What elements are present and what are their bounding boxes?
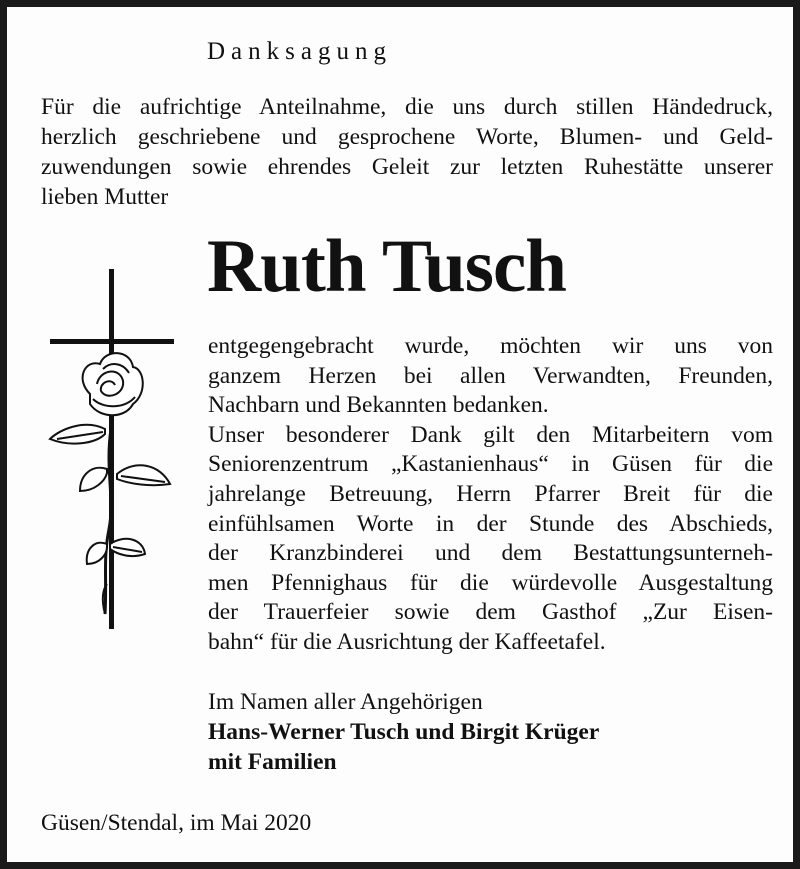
body-line: Unser besonderer Dank gilt den Mitarbeitern vom [208,421,773,448]
intro-line: lieben Mutter [41,184,169,210]
body-line: einfühlsamen Worte in der Stunde des Abschieds, [208,510,773,537]
body-paragraph [208,332,773,658]
closing-block [208,687,599,777]
signatories: Hans-Werner Tusch und Birgit Krüger [208,719,600,745]
cross-rose-illustration [45,269,185,629]
families-line: mit Familien [208,749,337,775]
body-line: bahn“ für die Ausrichtung der Kaffeetafel. [208,628,606,655]
deceased-name: Ruth Tusch [207,225,566,308]
body-line: der Kranzbinderei und dem Bestattungsunterneh- [208,540,773,567]
body-line: Seniorenzentrum „Kastanienhaus“ in Güsen für die [208,451,773,478]
body-line: men Pfennighaus für die würdevolle Ausgestaltung [208,569,773,596]
heading: Danksagung [207,38,392,65]
place-date: Güsen/Stendal, im Mai 2020 [41,810,312,836]
closing-line: Im Namen aller Angehörigen [208,689,483,715]
intro-paragraph [41,92,773,212]
body-line: jahrelange Betreuung, Herrn Pfarrer Breit für die [208,480,773,507]
intro-line: herzlich geschriebene und gesprochene Worte, Blumen- und Geld- [41,124,773,150]
body-line: der Trauerfeier sowie dem Gasthof „Zur Eisen- [208,599,773,626]
cross-icon [50,269,174,629]
body-line: ganzem Herzen bei allen Verwandten, Freunden, [208,362,773,389]
intro-line: Für die aufrichtige Anteilnahme, die uns durch stillen Händedruck, [41,94,773,120]
body-line: entgegengebracht wurde, möchten wir uns von [208,333,773,359]
intro-line: zuwendungen sowie ehrendes Geleit zur letzten Ruhestätte unserer [41,154,773,180]
body-line: Nachbarn und Bekannten bedanken. [208,392,549,419]
